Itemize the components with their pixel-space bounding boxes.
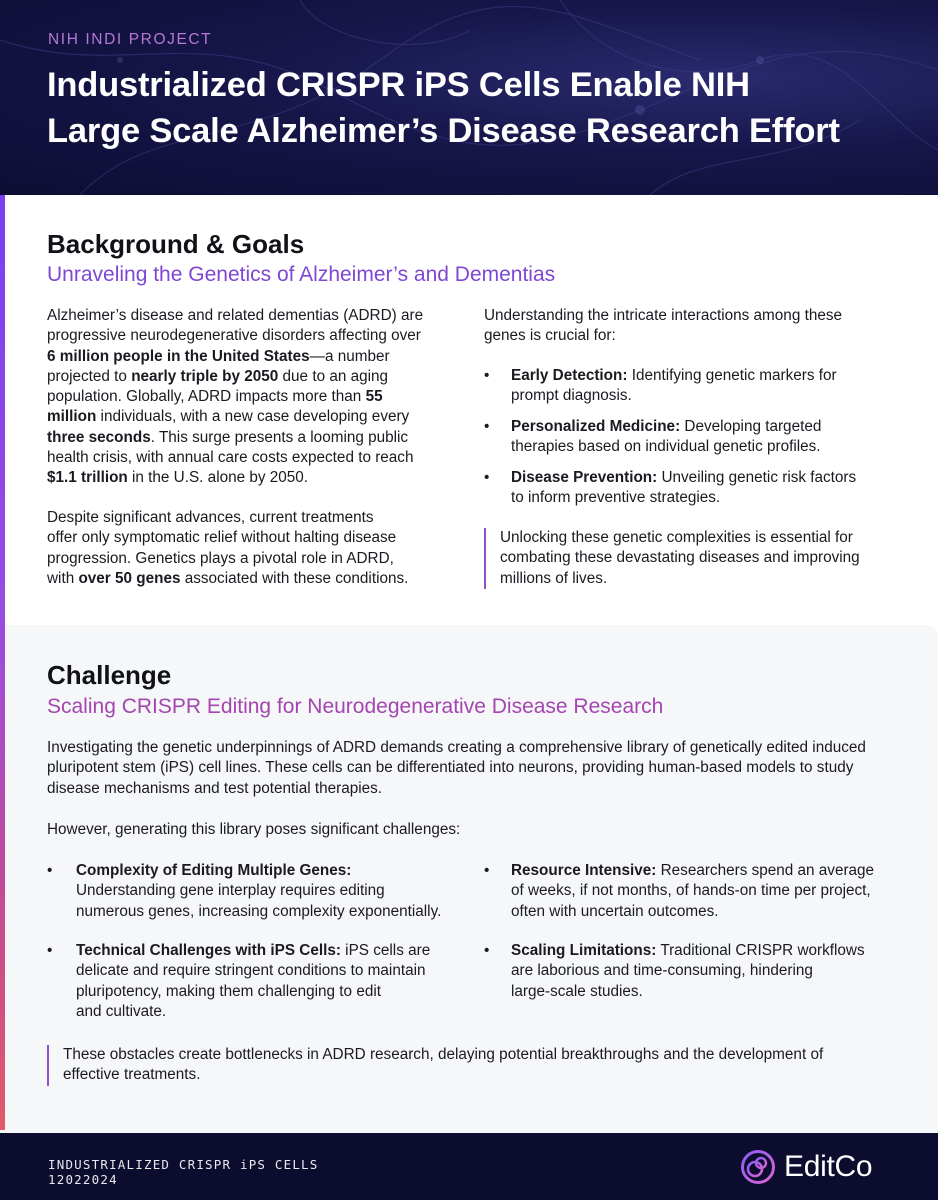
text-line: are laborious and time-consuming, hindering <box>511 962 813 980</box>
text-line: offer only symptomatic relief without halting disease <box>47 529 397 547</box>
bullet-dot: • <box>484 367 490 384</box>
text-run: —a number <box>309 347 390 365</box>
text-line: therapies based on individual genetic profiles. <box>511 438 821 456</box>
background-paragraph-2 <box>47 508 408 589</box>
bullet-dot: • <box>484 862 490 879</box>
challenge-callout <box>47 1045 823 1086</box>
text-line <box>47 347 423 367</box>
bullet-text <box>511 417 821 458</box>
text-line <box>47 367 423 387</box>
bold-fact: 55 <box>365 388 383 406</box>
section-subtitle-challenge: Scaling CRISPR Editing for Neurodegenerative Disease Research <box>47 695 664 718</box>
bullet-text <box>511 941 865 1002</box>
text-run: projected to <box>47 367 132 385</box>
text-line: progression. Genetics plays a pivotal role in ADRD, <box>47 549 394 567</box>
text-run: population. Globally, ADRD impacts more than <box>47 388 366 406</box>
text-run: Developing targeted <box>680 418 822 435</box>
text-line <box>47 569 408 589</box>
title-line-2: Large Scale Alzheimer’s Disease Research Effort <box>47 112 840 150</box>
bullet-text <box>511 366 837 407</box>
project-eyebrow: NIH INDI PROJECT <box>48 31 213 48</box>
challenge-intro <box>47 738 866 799</box>
title-line-1: Industrialized CRISPR iPS Cells Enable NIH <box>47 66 750 104</box>
hero-header <box>0 0 938 195</box>
background-callout <box>484 528 860 589</box>
bullet-label: Disease Prevention: <box>511 469 658 486</box>
text-run: Unveiling genetic risk factors <box>657 469 857 486</box>
bullet-text <box>76 941 430 1022</box>
brand-name: EditCo <box>784 1150 873 1183</box>
bullet-dot: • <box>47 862 53 879</box>
background-right-intro <box>484 306 842 347</box>
footer-doc-label <box>48 1157 319 1187</box>
bullet-text <box>511 861 874 922</box>
text-line: of weeks, if not months, of hands-on time per project, <box>511 882 871 900</box>
bullet-label: Early Detection: <box>511 367 628 384</box>
bullet-complexity-editing <box>47 861 467 923</box>
text-line: Understanding the intricate interactions among these <box>484 307 842 324</box>
bullet-resource-intensive <box>484 861 904 923</box>
text-line: to inform preventive strategies. <box>511 489 721 507</box>
text-line: health crisis, with annual care costs expected to reach <box>47 449 414 467</box>
text-line: combating these devastating diseases and improving <box>500 549 860 567</box>
text-line: Understanding gene interplay requires editing <box>76 882 385 900</box>
text-run: associated with these conditions. <box>180 569 409 587</box>
footer-title: INDUSTRIALIZED CRISPR iPS CELLS <box>48 1157 319 1172</box>
bold-fact: $1.1 trillion <box>47 469 128 487</box>
section-heading-challenge: Challenge <box>47 660 172 690</box>
text-line: These obstacles create bottlenecks in ADRD research, delaying potential breakthroughs and the development of <box>63 1046 824 1063</box>
text-line: large-scale studies. <box>511 982 643 1000</box>
text-run: with <box>47 569 79 587</box>
bullet-dot: • <box>484 418 490 435</box>
text-line: effective treatments. <box>63 1066 201 1084</box>
page-title <box>47 62 927 154</box>
bullet-label: Technical Challenges with iPS Cells: <box>76 942 341 959</box>
text-line: genes is crucial for: <box>484 327 616 345</box>
text-run: individuals, with a new case developing every <box>96 408 410 426</box>
challenge-lead: However, generating this library poses significant challenges: <box>47 821 461 838</box>
text-line <box>47 407 423 427</box>
bullet-dot: • <box>484 469 490 486</box>
text-run: Traditional CRISPR workflows <box>656 942 865 959</box>
bullet-dot: • <box>47 942 53 959</box>
bullet-text <box>76 861 441 922</box>
challenge-section <box>0 625 938 1133</box>
text-line: prompt diagnosis. <box>511 387 632 405</box>
text-run: Identifying genetic markers for <box>627 367 837 384</box>
bullet-label: Complexity of Editing Multiple Genes: <box>76 862 352 879</box>
bullet-personalized-medicine <box>484 417 904 459</box>
bullet-label: Resource Intensive: <box>511 862 657 879</box>
text-line <box>47 468 423 488</box>
text-run: . This surge presents a looming public <box>150 428 409 446</box>
bold-fact: 6 million people in the United States <box>47 347 310 365</box>
bold-fact: nearly triple by 2050 <box>131 367 279 385</box>
text-run: iPS cells are <box>340 942 431 959</box>
bullet-disease-prevention <box>484 468 904 510</box>
background-paragraph-1 <box>47 306 423 489</box>
text-line: delicate and require stringent conditions to maintain <box>76 962 426 980</box>
text-line: Alzheimer’s disease and related dementias (ADRD) are <box>47 307 424 324</box>
text-line <box>47 387 423 407</box>
text-line: millions of lives. <box>500 569 608 587</box>
text-line: pluripotent stem (iPS) cell lines. These cells can be differentiated into neurons, providing human-based models to study <box>47 759 854 777</box>
text-line: Despite significant advances, current treatments <box>47 509 374 526</box>
text-line: progressive neurodegenerative disorders affecting over <box>47 327 421 345</box>
text-line: pluripotency, making them challenging to edit <box>76 982 381 1000</box>
bullet-dot: • <box>484 942 490 959</box>
editco-logo-icon <box>740 1149 776 1185</box>
bullet-text <box>511 468 856 509</box>
text-run: in the U.S. alone by 2050. <box>127 469 309 487</box>
section-heading-background: Background & Goals <box>47 229 305 259</box>
footer-date-code: 12022024 <box>48 1172 118 1187</box>
text-line: Unlocking these genetic complexities is essential for <box>500 529 853 546</box>
section-subtitle-background: Unraveling the Genetics of Alzheimer’s and Dementias <box>47 263 556 286</box>
text-line <box>47 428 423 448</box>
text-line: numerous genes, increasing complexity exponentially. <box>76 902 442 920</box>
bullet-technical-challenges <box>47 941 467 1023</box>
bold-fact: three seconds <box>47 428 151 446</box>
text-line: Investigating the genetic underpinnings of ADRD demands creating a comprehensive library of genetically edited induced <box>47 739 866 756</box>
bullet-early-detection <box>484 366 904 408</box>
background-goals-section <box>0 195 938 625</box>
bold-fact: million <box>47 408 97 426</box>
bold-fact: over 50 genes <box>78 569 181 587</box>
left-accent-bar <box>0 195 5 1130</box>
bullet-scaling-limitations <box>484 941 904 1003</box>
text-line: and cultivate. <box>76 1002 167 1020</box>
text-run: due to an aging <box>278 367 389 385</box>
text-line: often with uncertain outcomes. <box>511 902 719 920</box>
text-line: disease mechanisms and test potential therapies. <box>47 779 383 797</box>
page-footer <box>0 1133 938 1200</box>
bullet-label: Personalized Medicine: <box>511 418 681 435</box>
bullet-label: Scaling Limitations: <box>511 942 657 959</box>
text-run: Researchers spend an average <box>656 862 875 879</box>
